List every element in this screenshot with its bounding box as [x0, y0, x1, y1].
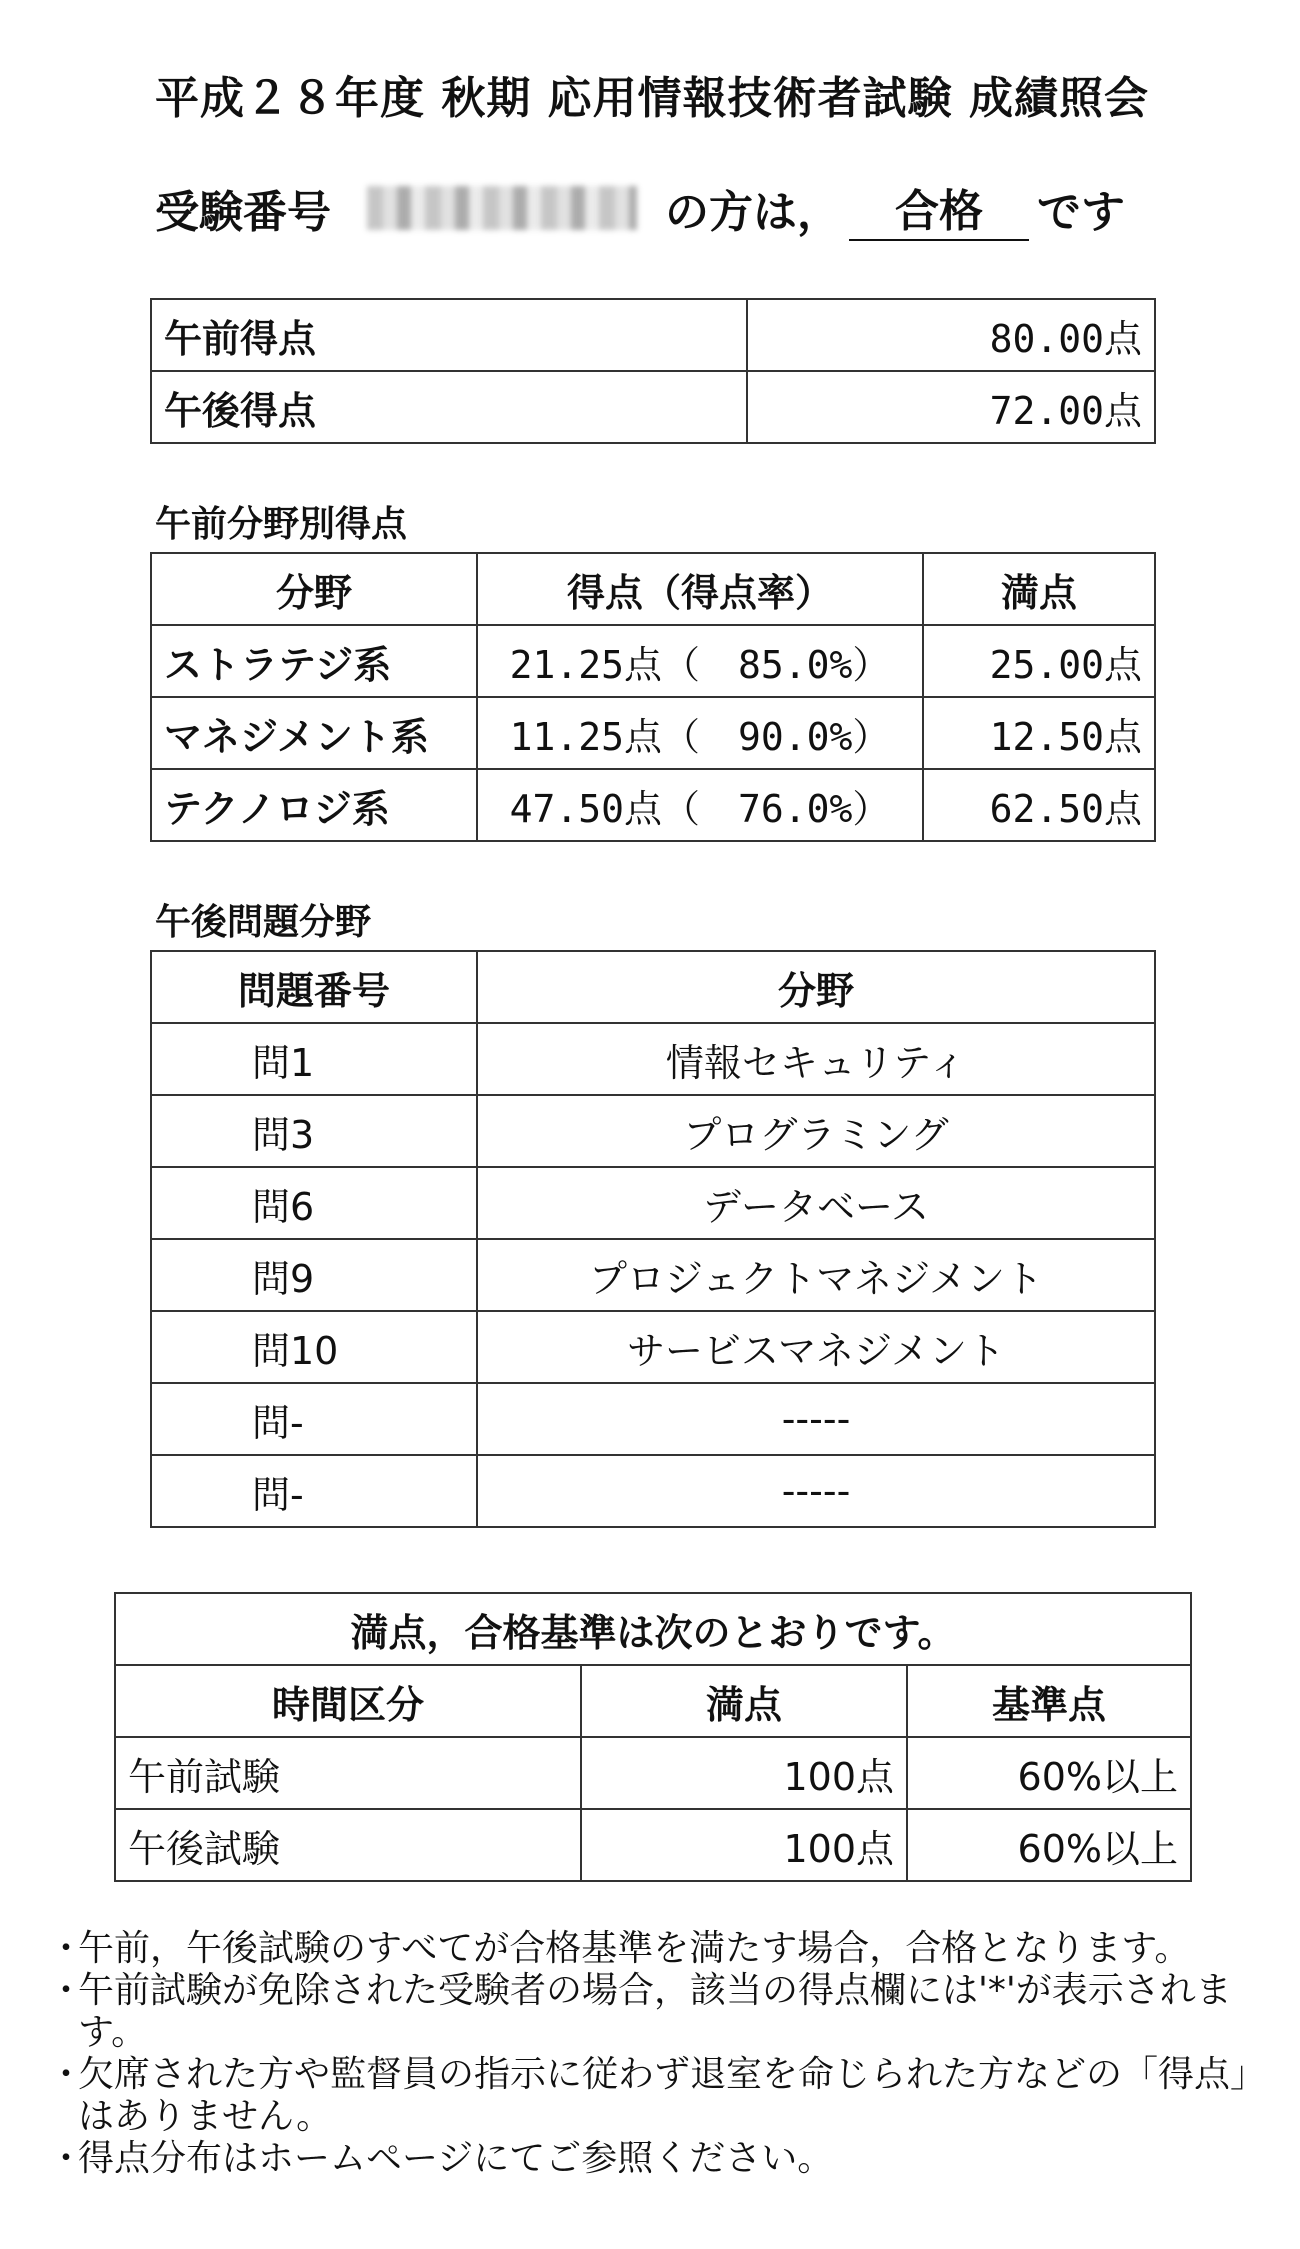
column-header: 満点 [581, 1665, 907, 1737]
question-number: 問9 [151, 1239, 477, 1311]
field-max: 25.00点 [923, 625, 1155, 697]
table-header-row [151, 553, 1155, 625]
table-row [151, 769, 1155, 841]
period-name: 午後試験 [115, 1809, 581, 1881]
question-field: プロジェクトマネジメント [477, 1239, 1155, 1311]
table-row [151, 1023, 1155, 1095]
table-caption-row [115, 1593, 1191, 1665]
table-row [115, 1737, 1191, 1809]
column-header: 基準点 [907, 1665, 1191, 1737]
table-header-row [115, 1665, 1191, 1737]
period-max: 100点 [581, 1737, 907, 1809]
note-item: ・ 午前試験が免除された受験者の場合，該当の得点欄には'*'が表示されます。 [48, 1970, 1288, 2054]
pm-score-value: 72.00点 [747, 371, 1155, 443]
column-header: 分野 [477, 951, 1155, 1023]
field-score: 47.50点（ 76.0%） [477, 769, 923, 841]
field-score: 11.25点（ 90.0%） [477, 697, 923, 769]
question-number: 問- [151, 1383, 477, 1455]
question-field: 情報セキュリティ [477, 1023, 1155, 1095]
criteria-caption: 満点，合格基準は次のとおりです。 [115, 1593, 1191, 1665]
am-score-label: 午前得点 [151, 299, 747, 371]
column-header: 得点（得点率） [477, 553, 923, 625]
table-row [115, 1809, 1191, 1881]
note-item: ・ 得点分布はホームページにてご参照ください。 [48, 2138, 1288, 2180]
field-max: 62.50点 [923, 769, 1155, 841]
am-score-value: 80.00点 [747, 299, 1155, 371]
period-name: 午前試験 [115, 1737, 581, 1809]
table-row [151, 697, 1155, 769]
result-suffix-text: です [1037, 187, 1125, 238]
am-breakdown-heading: 午前分野別得点 [155, 504, 408, 545]
question-field: データベース [477, 1167, 1155, 1239]
period-pass-line: 60%以上 [907, 1809, 1191, 1881]
period-max: 100点 [581, 1809, 907, 1881]
question-field: ----- [477, 1455, 1155, 1527]
table-row [151, 299, 1155, 371]
field-max: 12.50点 [923, 697, 1155, 769]
question-field: プログラミング [477, 1095, 1155, 1167]
redacted-exam-number [367, 186, 637, 230]
pass-criteria-table [114, 1592, 1192, 1882]
field-name: ストラテジ系 [151, 625, 477, 697]
table-row [151, 1455, 1155, 1527]
pm-fields-heading: 午後問題分野 [155, 902, 372, 943]
question-field: ----- [477, 1383, 1155, 1455]
period-pass-line: 60%以上 [907, 1737, 1191, 1809]
result-middle-text: の方は， [665, 187, 841, 238]
table-row [151, 371, 1155, 443]
notes-list [48, 1928, 1288, 2180]
table-row [151, 1167, 1155, 1239]
page-title: 平成２８年度 秋期 応用情報技術者試験 成績照会 [155, 73, 1149, 124]
field-name: テクノロジ系 [151, 769, 477, 841]
exam-number-label: 受験番号 [155, 187, 331, 238]
question-number: 問6 [151, 1167, 477, 1239]
pm-fields-table [150, 950, 1156, 1528]
score-summary-table [150, 298, 1156, 444]
column-header: 満点 [923, 553, 1155, 625]
question-number: 問10 [151, 1311, 477, 1383]
column-header: 分野 [151, 553, 477, 625]
pass-status: 合格 [849, 175, 1029, 241]
am-breakdown-table [150, 552, 1156, 842]
question-number: 問1 [151, 1023, 477, 1095]
note-item: ・ 欠席された方や監督員の指示に従わず退室を命じられた方などの「得点」はありません。 [48, 2054, 1288, 2138]
pm-score-label: 午後得点 [151, 371, 747, 443]
question-number: 問3 [151, 1095, 477, 1167]
result-line [155, 178, 1125, 238]
field-name: マネジメント系 [151, 697, 477, 769]
field-score: 21.25点（ 85.0%） [477, 625, 923, 697]
table-row [151, 1095, 1155, 1167]
column-header: 時間区分 [115, 1665, 581, 1737]
column-header: 問題番号 [151, 951, 477, 1023]
table-row [151, 625, 1155, 697]
table-row [151, 1383, 1155, 1455]
table-header-row [151, 951, 1155, 1023]
question-number: 問- [151, 1455, 477, 1527]
note-item: ・ 午前，午後試験のすべてが合格基準を満たす場合，合格となります。 [48, 1928, 1288, 1970]
table-row [151, 1311, 1155, 1383]
table-row [151, 1239, 1155, 1311]
question-field: サービスマネジメント [477, 1311, 1155, 1383]
